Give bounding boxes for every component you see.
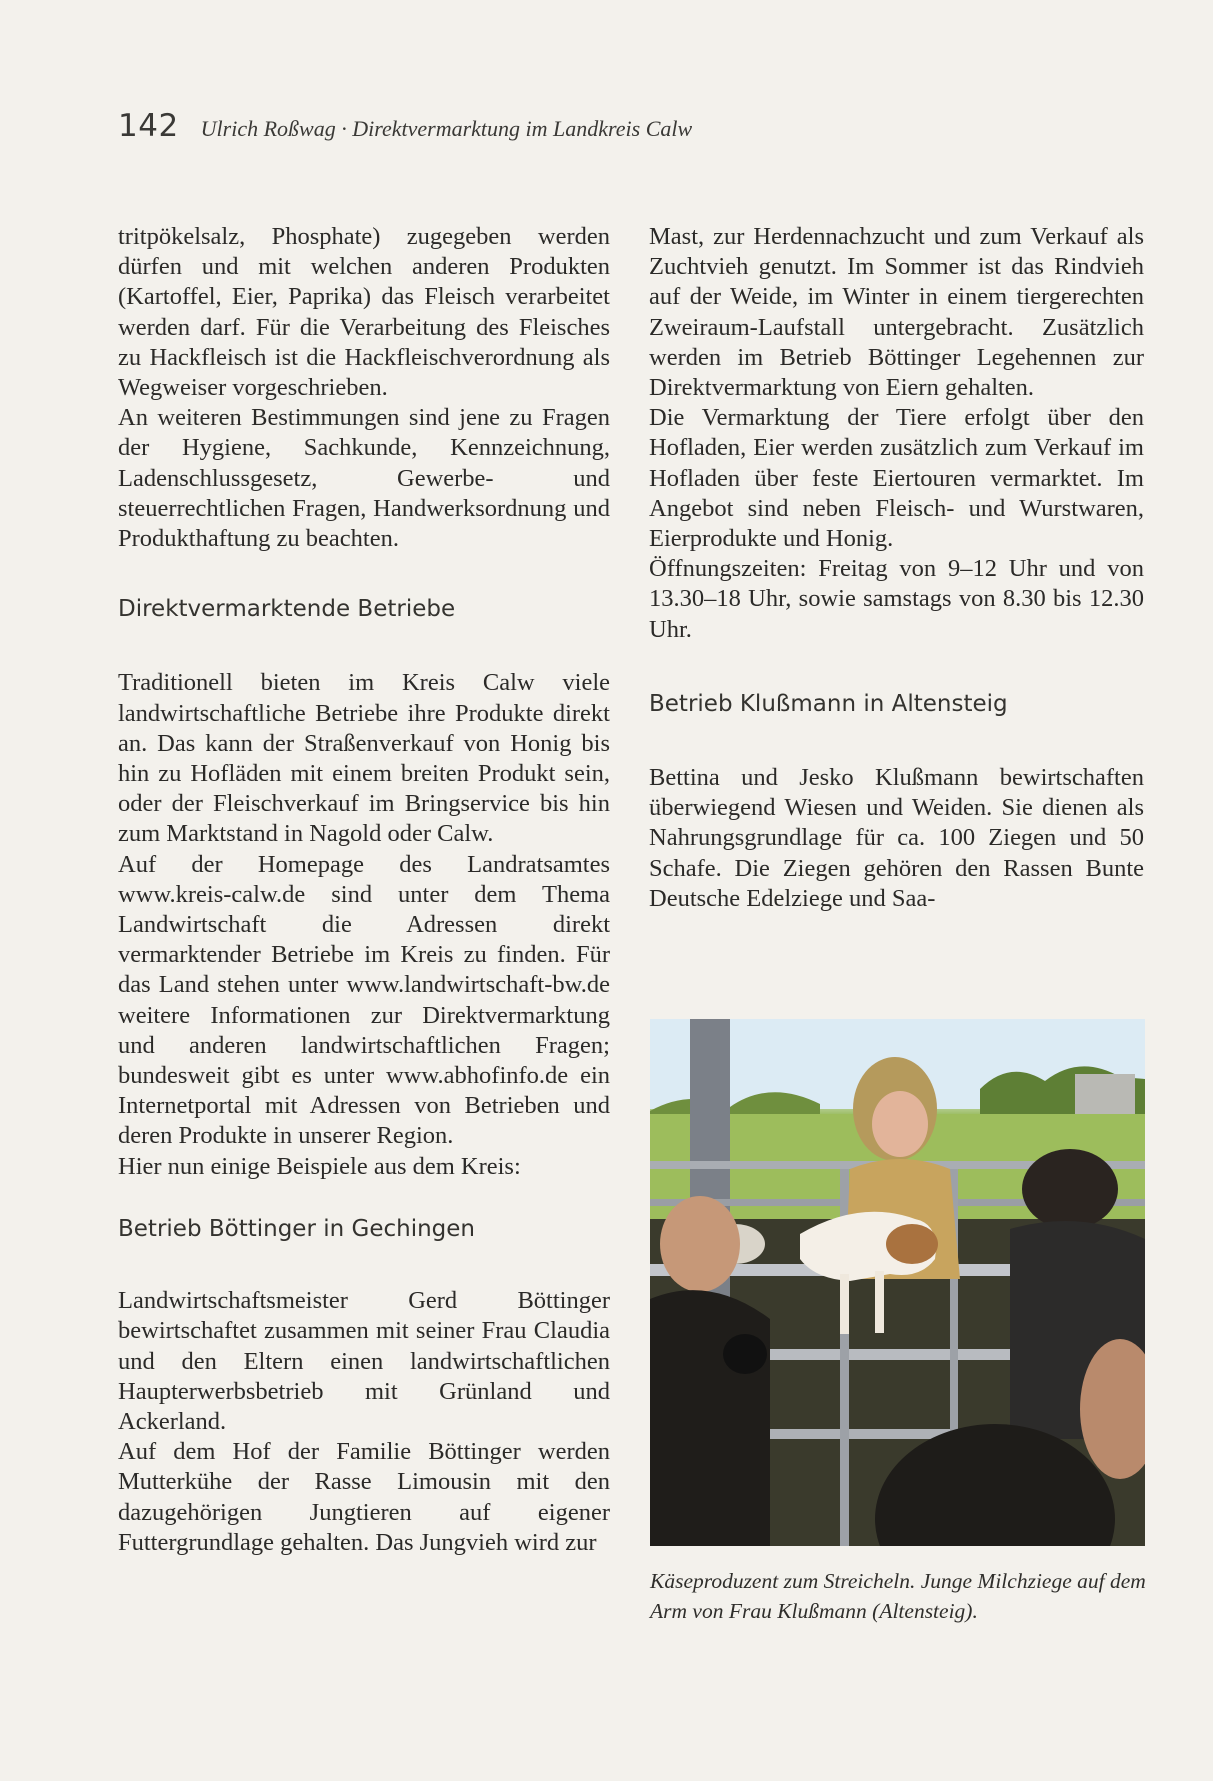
photo-illustration xyxy=(650,1019,1145,1546)
photo-caption: Käseproduzent zum Streicheln. Junge Milchziege auf dem Arm von Frau Klußmann (Altensteig). xyxy=(650,1569,1146,1623)
paragraph: Auf der Homepage des Landratsamtes www.kreis-calw.de sind unter dem Thema Landwirtschaft die Adressen direkt vermarktender Betriebe im Kreis zu finden. Für das Land stehen unter www.landwirtschaft-bw.de weitere Informationen zur Direktvermarktung und anderen landwirtschaftlichen Fragen; bundesweit gibt es unter www.abhofinfo.de ein Internetportal mit Adressen von Betrieben und deren Produkte in unserer Region. xyxy=(118,850,610,1150)
paragraph: Die Vermarktung der Tiere erfolgt über den Hofladen, Eier werden zusätzlich zum Verkauf im Hofladen über feste Eiertouren vermarktet. Im Angebot sind neben Fleisch- und Wurstwaren, Eierprodukte und Honig. xyxy=(649,404,1144,553)
paragraph: Bettina und Jesko Klußmann bewirtschaften überwiegend Wiesen und Weiden. Sie dienen als Nahrungsgrundlage für ca. 100 Ziegen und 50 Schafe. Die Ziegen gehören den Rassen Bunte Deutsche Edelziege und Saa- xyxy=(649,764,1144,912)
paragraph: Hier nun einige Beispiele aus dem Kreis: xyxy=(118,1152,521,1180)
paragraph: tritpökelsalz, Phosphate) zugegeben werden dürfen und mit welchen anderen Produkten (Kartoffel, Eier, Paprika) das Fleisch verarbeitet werden darf. Für die Verarbeitung des Fleisches zu Hackfleisch ist die Hackfleischverordnung als Wegweiser vorgeschrieben. xyxy=(118,223,610,402)
right-column xyxy=(649,222,1144,914)
left-column xyxy=(118,222,610,1558)
paragraph: An weiteren Bestimmungen sind jene zu Fragen der Hygiene, Sachkunde, Kennzeichnung, Ladenschlussgesetz, Gewerbe- und steuerrechtlichen Fragen, Handwerksordnung und Produkthaftung zu beachten. xyxy=(118,404,610,553)
paragraph: Mast, zur Herdennachzucht und zum Verkauf als Zuchtvieh genutzt. Im Sommer ist das Rindvieh auf der Weide, im Winter in einem tiergerechten Zweiraum-Laufstall untergebracht. Zusätzlich werden im Betrieb Böttinger Legehennen zur Direktvermarktung von Eiern gehalten. xyxy=(649,223,1144,402)
section-heading: Betrieb Böttinger in Gechingen xyxy=(118,1215,475,1242)
paragraph: Landwirtschaftsmeister Gerd Böttinger bewirtschaftet zusammen mit seiner Frau Claudia und den Eltern einen landwirtschaftlichen Haupterwerbsbetrieb mit Grünland und Ackerland. xyxy=(118,1287,610,1435)
page-number: 142 xyxy=(118,108,179,144)
running-header xyxy=(118,108,692,144)
paragraph: Auf dem Hof der Familie Böttinger werden Mutterkühe der Rasse Limousin mit den dazugehörigen Jungtieren auf eigener Futtergrundlage gehalten. Das Jungvieh wird zur xyxy=(118,1438,610,1556)
paragraph: Traditionell bieten im Kreis Calw viele landwirtschaftliche Betriebe ihre Produkte direkt an. Das kann der Straßenverkauf von Honig bis hin zu Hofläden mit einem breiten Produkt sein, oder der Fleischverkauf im Bringservice bis hin zum Marktstand in Nagold oder Calw. xyxy=(118,669,610,848)
section-heading: Direktvermarktende Betriebe xyxy=(118,596,456,623)
running-title: Ulrich Roßwag · Direktvermarktung im Landkreis Calw xyxy=(200,116,693,141)
section-heading: Betrieb Klußmann in Altensteig xyxy=(649,690,1008,717)
goat-farm-photo xyxy=(650,1019,1145,1546)
paragraph: Öffnungszeiten: Freitag von 9–12 Uhr und von 13.30–18 Uhr, sowie samstags von 8.30 bis 12.30 Uhr. xyxy=(649,555,1144,643)
